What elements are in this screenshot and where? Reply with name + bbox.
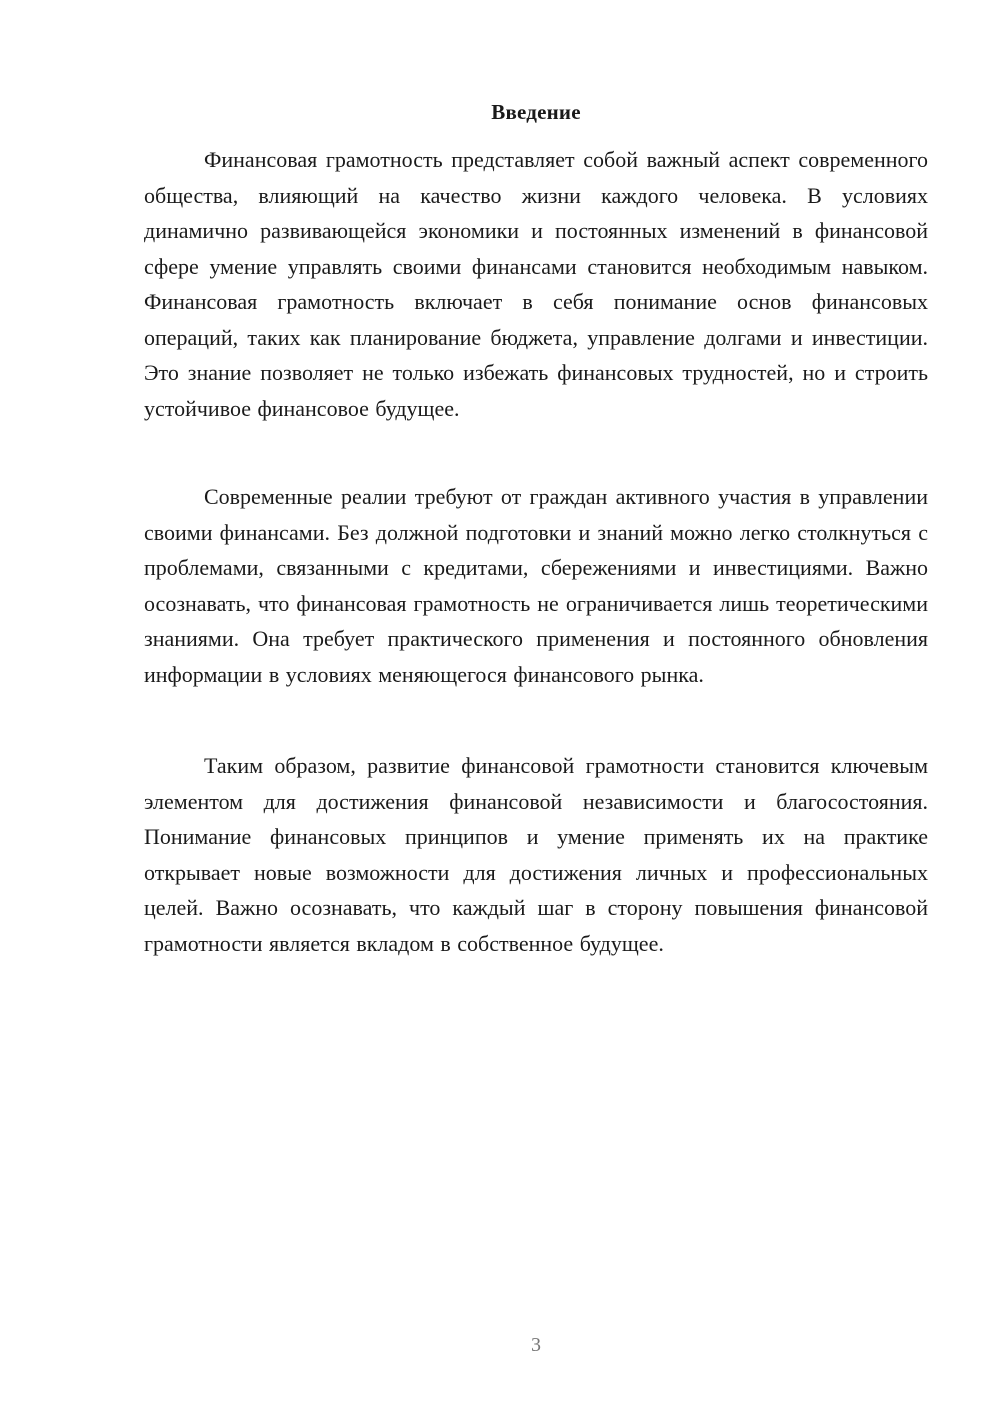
paragraph-1: Финансовая грамотность представляет собой важный аспект современного общества, влияющий на качество жизни каждого человека. В условиях динамично развивающейся экономики и постоянных изменений в финансовой сфере умение управлять своими финансами становится необходимым навыком. Финансовая грамотность включает в себя понимание основ финансовых операций, таких как планирование бюджета, управление долгами и инвестиции. Это знание позволяет не только избежать финансовых трудностей, но и строить устойчивое финансовое будущее.: [144, 147, 928, 421]
paragraph-2: Современные реалии требуют от граждан активного участия в управлении своими финансами. Без должной подготовки и знаний можно легко столкнуться с проблемами, связанными с кредитами, сбережениями и инвестициями. Важно осознавать, что финансовая грамотность не ограничивается лишь теоретическими знаниями. Она требует практического применения и постоянного обновления информации в условиях меняющегося финансового рынка.: [144, 484, 928, 687]
section-heading: Введение: [491, 100, 581, 124]
page-number: 3: [531, 1334, 541, 1356]
paragraph-3: Таким образом, развитие финансовой грамотности становится ключевым элементом для достижения финансовой независимости и благосостояния. Понимание финансовых принципов и умение применять их на практике открывает новые возможности для достижения личных и профессиональных целей. Важно осознавать, что каждый шаг в сторону повышения финансовой грамотности является вкладом в собственное будущее.: [144, 753, 928, 956]
